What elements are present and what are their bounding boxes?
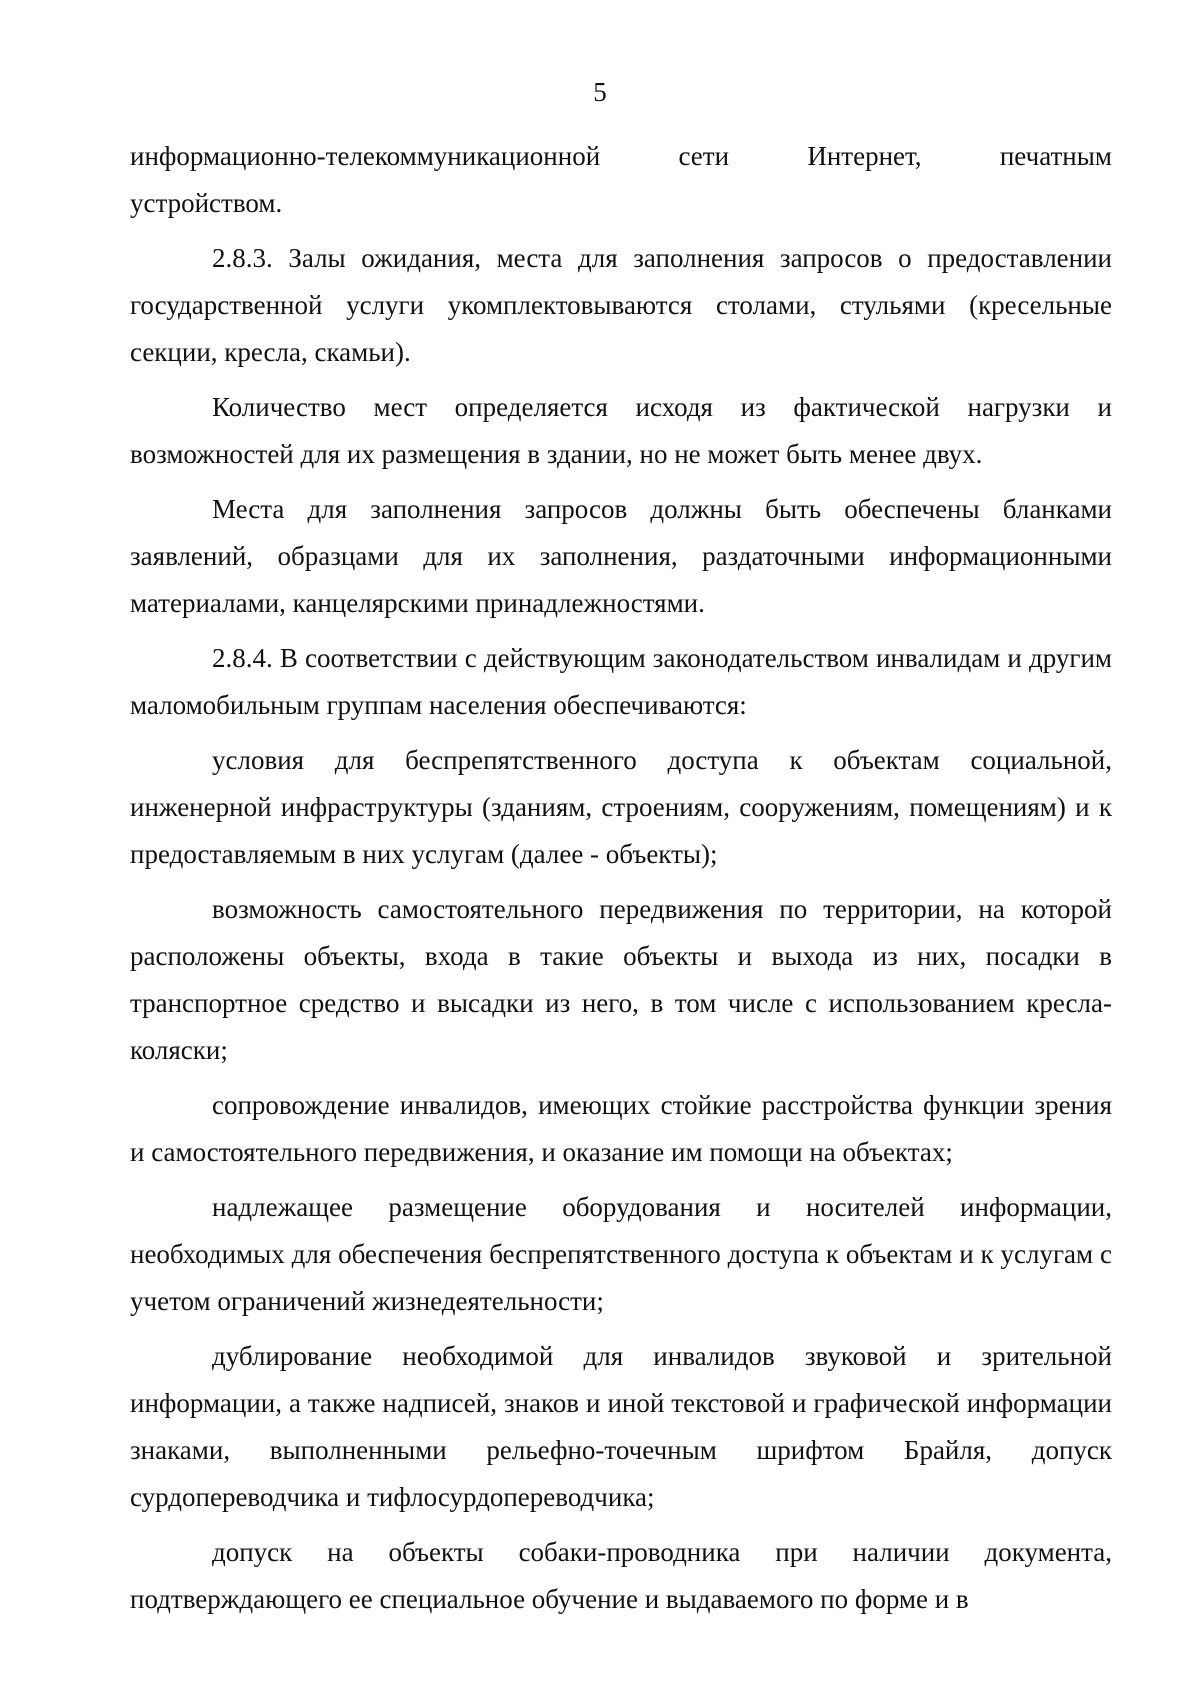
paragraph-list xyxy=(130,180,1112,1623)
paragraph: дублирование необходимой для инвалидов звуковой и зрительной информации, а также надписей, знаков и иной текстовой и графической информации знаками, выполненными рельефно-точечным шрифтом Брайля, допуск сурдопереводчика и тифлосурдопереводчика; xyxy=(130,1341,1112,1512)
paragraph: возможность самостоятельного передвижения по территории, на которой расположены объекты, входа в такие объекты и выхода из них, посадки в транспортное средство и высадки из него, в том числе с использованием кресла-коляски; xyxy=(130,894,1112,1065)
paragraph: 2.8.4. В соответствии с действующим законодательством инвалидам и другим маломобильным группам населения обеспечиваются: xyxy=(130,643,1112,720)
page-number: 5 xyxy=(593,77,607,107)
word: печатным xyxy=(999,141,1112,171)
continued-line xyxy=(130,133,1112,180)
paragraph: сопровождение инвалидов, имеющих стойкие расстройства функции зрения и самостоятельного передвижения, и оказание им помощи на объектах; xyxy=(130,1090,1112,1167)
paragraph: надлежащее размещение оборудования и носителей информации, необходимых для обеспечения беспрепятственного доступа к объектам и к услугам с учетом ограничений жизнедеятельности; xyxy=(130,1192,1112,1316)
paragraph: Количество мест определяется исходя из фактической нагрузки и возможностей для их размещения в здании, но не может быть менее двух. xyxy=(130,392,1112,469)
document-body xyxy=(130,133,1112,1623)
paragraph: Места для заполнения запросов должны быть обеспечены бланками заявлений, образцами для их заполнения, раздаточными информационными материалами, канцелярскими принадлежностями. xyxy=(130,494,1112,618)
word: Интернет, xyxy=(807,141,922,171)
paragraph: 2.8.3. Залы ожидания, места для заполнения запросов о предоставлении государственной услуги укомплектовываются столами, стульями (кресельные секции, кресла, скамьи). xyxy=(130,243,1112,367)
paragraph: условия для беспрепятственного доступа к объектам социальной, инженерной инфраструктуры (зданиям, строениям, сооружениям, помещениям) и к предоставляемым в них услугам (далее - объекты); xyxy=(130,745,1112,869)
paragraph: допуск на объекты собаки-проводника при наличии документа, подтверждающего ее специальное обучение и выдаваемого по форме и в xyxy=(130,1537,1112,1614)
word: информационно-телекоммуникационной xyxy=(130,141,601,171)
word: сети xyxy=(678,141,730,171)
paragraph: устройством. xyxy=(130,188,283,218)
